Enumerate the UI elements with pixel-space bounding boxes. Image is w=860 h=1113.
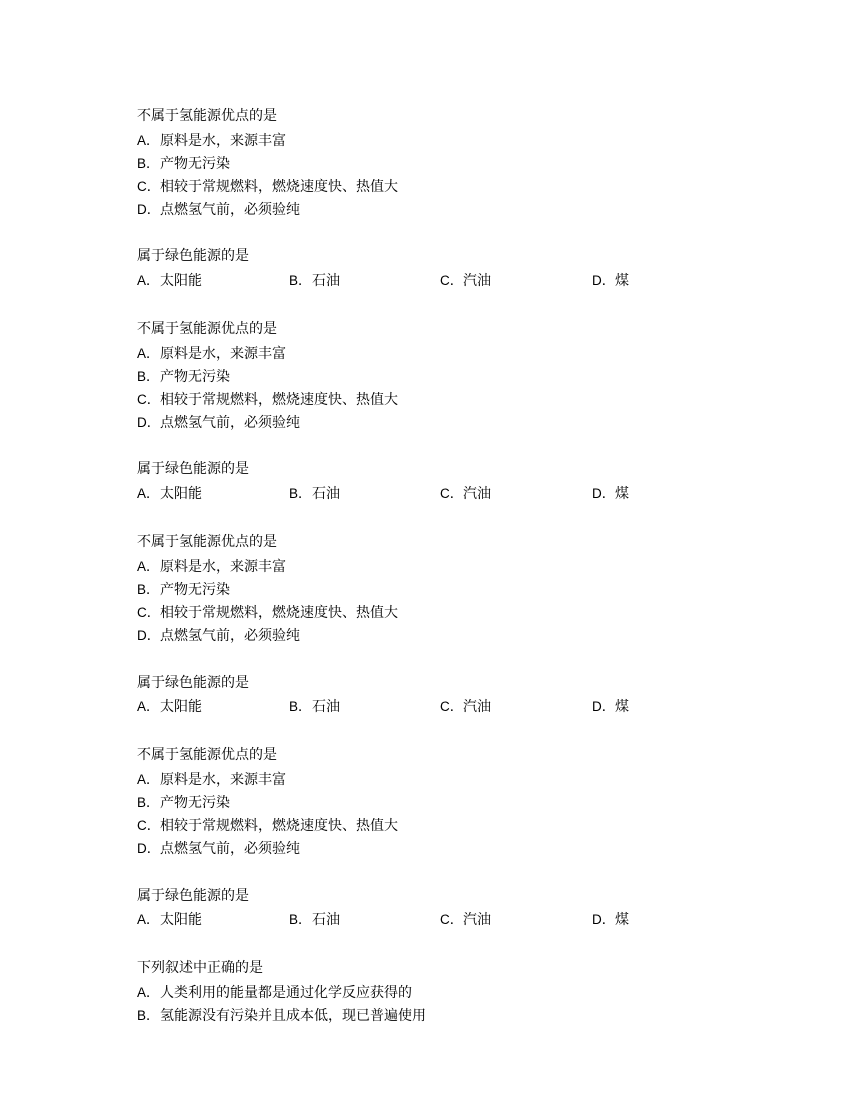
option-a <box>137 270 202 292</box>
option-c <box>137 176 398 198</box>
option-letter: D． <box>592 486 616 501</box>
option-b <box>137 579 230 601</box>
option-text: 点燃氢气前，必须验纯 <box>160 415 300 431</box>
option-c <box>137 389 398 411</box>
option-letter: B． <box>137 1008 160 1023</box>
option-a <box>137 909 202 931</box>
option-text: 相较于常规燃料，燃烧速度快、热值大 <box>160 179 398 195</box>
option-letter: C． <box>440 486 464 501</box>
option-text: 石油 <box>312 912 340 928</box>
option-text: 相较于常规燃料，燃烧速度快、热值大 <box>160 392 398 408</box>
option-letter: A． <box>137 346 160 361</box>
option-letter: B． <box>137 795 160 810</box>
option-b <box>137 1005 426 1027</box>
option-b <box>289 696 340 718</box>
option-letter: A． <box>137 559 160 574</box>
option-d <box>137 838 300 860</box>
option-c <box>137 602 398 624</box>
option-d <box>137 199 300 221</box>
option-letter: B． <box>289 699 312 714</box>
option-text: 石油 <box>312 273 340 289</box>
option-text: 煤 <box>615 912 629 928</box>
question-text: 属于绿色能源的是 <box>137 248 249 264</box>
option-d <box>592 270 629 292</box>
option-text: 石油 <box>312 699 340 715</box>
option-letter: A． <box>137 699 160 714</box>
option-text: 点燃氢气前，必须验纯 <box>160 202 300 218</box>
option-text: 相较于常规燃料，燃烧速度快、热值大 <box>160 605 398 621</box>
option-d <box>592 909 629 931</box>
option-letter: D． <box>137 202 161 217</box>
option-text: 煤 <box>615 699 629 715</box>
option-text: 人类利用的能量都是通过化学反应获得的 <box>160 985 412 1001</box>
option-d <box>137 625 300 647</box>
option-text: 太阳能 <box>160 912 202 928</box>
option-letter: D． <box>592 699 616 714</box>
option-text: 原料是水，来源丰富 <box>160 559 286 575</box>
option-letter: C． <box>440 699 464 714</box>
option-letter: B． <box>289 486 312 501</box>
option-letter: A． <box>137 985 160 1000</box>
option-letter: D． <box>137 415 161 430</box>
option-letter: C． <box>137 392 161 407</box>
option-d <box>592 483 629 505</box>
option-text: 太阳能 <box>160 486 202 502</box>
option-letter: B． <box>137 156 160 171</box>
option-letter: B． <box>289 273 312 288</box>
option-a <box>137 343 286 365</box>
option-letter: D． <box>137 628 161 643</box>
option-b <box>289 270 340 292</box>
option-text: 产物无污染 <box>160 582 230 598</box>
option-b <box>289 909 340 931</box>
option-c <box>440 270 491 292</box>
option-letter: B． <box>137 369 160 384</box>
option-c <box>440 483 491 505</box>
option-text: 汽油 <box>463 699 491 715</box>
question-text: 不属于氢能源优点的是 <box>137 321 277 337</box>
option-text: 煤 <box>615 273 629 289</box>
option-letter: C． <box>137 818 161 833</box>
option-a <box>137 982 412 1004</box>
option-a <box>137 769 286 791</box>
option-b <box>289 483 340 505</box>
option-letter: C． <box>440 273 464 288</box>
option-text: 太阳能 <box>160 699 202 715</box>
question-text: 下列叙述中正确的是 <box>137 960 263 976</box>
option-a <box>137 696 202 718</box>
option-letter: A． <box>137 486 160 501</box>
option-text: 原料是水，来源丰富 <box>160 346 286 362</box>
question-text: 不属于氢能源优点的是 <box>137 534 277 550</box>
option-a <box>137 556 286 578</box>
option-letter: A． <box>137 912 160 927</box>
option-letter: A． <box>137 273 160 288</box>
option-text: 原料是水，来源丰富 <box>160 772 286 788</box>
option-letter: D． <box>592 912 616 927</box>
option-b <box>137 153 230 175</box>
option-text: 太阳能 <box>160 273 202 289</box>
option-text: 汽油 <box>463 273 491 289</box>
question-text: 属于绿色能源的是 <box>137 675 249 691</box>
option-letter: B． <box>137 582 160 597</box>
option-text: 点燃氢气前，必须验纯 <box>160 841 300 857</box>
option-b <box>137 366 230 388</box>
option-text: 煤 <box>615 486 629 502</box>
option-letter: D． <box>592 273 616 288</box>
option-d <box>592 696 629 718</box>
option-letter: C． <box>137 605 161 620</box>
option-text: 点燃氢气前，必须验纯 <box>160 628 300 644</box>
question-text: 属于绿色能源的是 <box>137 461 249 477</box>
option-c <box>137 815 398 837</box>
option-letter: B． <box>289 912 312 927</box>
option-text: 相较于常规燃料，燃烧速度快、热值大 <box>160 818 398 834</box>
option-text: 汽油 <box>463 486 491 502</box>
option-letter: D． <box>137 841 161 856</box>
option-letter: C． <box>137 179 161 194</box>
option-text: 产物无污染 <box>160 795 230 811</box>
option-text: 产物无污染 <box>160 156 230 172</box>
option-text: 石油 <box>312 486 340 502</box>
option-d <box>137 412 300 434</box>
option-b <box>137 792 230 814</box>
option-text: 产物无污染 <box>160 369 230 385</box>
option-letter: A． <box>137 133 160 148</box>
option-letter: A． <box>137 772 160 787</box>
option-text: 汽油 <box>463 912 491 928</box>
option-c <box>440 909 491 931</box>
question-text: 不属于氢能源优点的是 <box>137 108 277 124</box>
option-a <box>137 130 286 152</box>
question-text: 不属于氢能源优点的是 <box>137 747 277 763</box>
question-text: 属于绿色能源的是 <box>137 888 249 904</box>
option-text: 氢能源没有污染并且成本低，现已普遍使用 <box>160 1008 426 1024</box>
option-text: 原料是水，来源丰富 <box>160 133 286 149</box>
option-c <box>440 696 491 718</box>
option-a <box>137 483 202 505</box>
option-letter: C． <box>440 912 464 927</box>
